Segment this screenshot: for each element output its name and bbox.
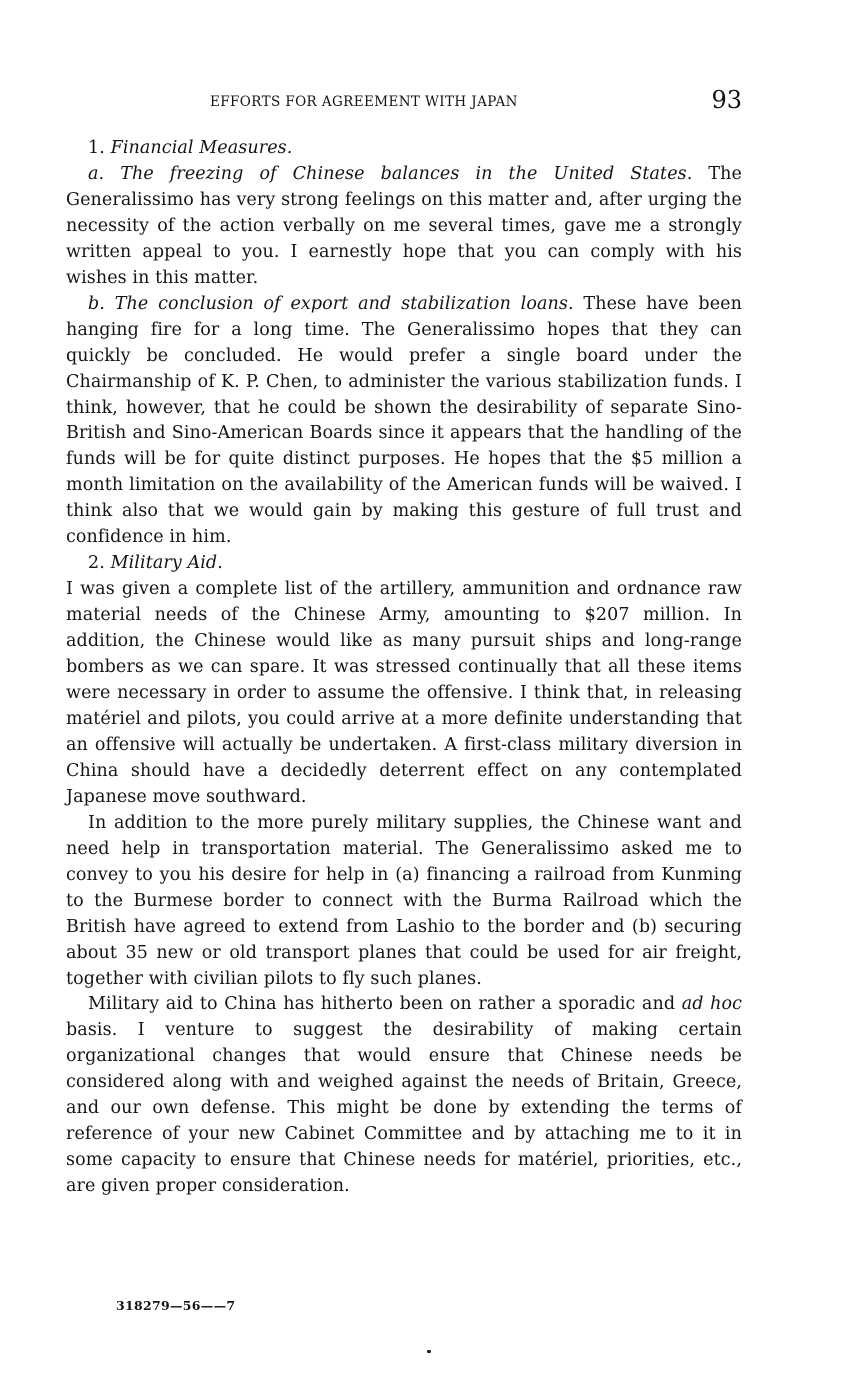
- running-title: EFFORTS FOR AGREEMENT WITH JAPAN: [210, 94, 518, 110]
- paragraph-text-start: Military aid to China has hitherto been on rather a sporadic and: [88, 994, 682, 1015]
- item-text: These have been hanging fire for a long time. The Generalissimo hopes that they can quickly be concluded. He would prefer a single board under the Chairmanship of K. P. Chen, to administer the various stabilization funds. I think, however, that he could be shown the desirability of separate Sino-British and Sino-American Boards since it appears that the handling of the funds will be for quite distinct purposes. He hopes that the $5 million a month limitation on the availability of the American funds will be waived. I think also that we would gain by making this gesture of full trust and confidence in him.: [66, 293, 742, 548]
- section-number: 1.: [88, 138, 105, 158]
- section-title: Financial Measures.: [110, 138, 293, 158]
- body-text: [66, 136, 742, 1200]
- scan-speck: [427, 1350, 431, 1353]
- section-number: 2.: [88, 553, 105, 574]
- paragraph-text-rest: basis. I venture to suggest the desirability of making certain organizational changes that would ensure that Chinese needs be considered along with and weighed against the needs of Britain, Greece, and our own defense. This might be done by extending the terms of reference of your new Cabinet Committee and by attaching me to it in some capacity to ensure that Chinese needs for matériel, priorities, etc., are given proper consideration.: [66, 1020, 742, 1197]
- item-label: a. The freezing of Chinese balances in the United States.: [88, 163, 693, 184]
- paragraph-financial-a: [66, 162, 742, 292]
- item-text: The Generalissimo has very strong feelings on this matter and, after urging the necessity of the action verbally on me several times, gave me a strongly written appeal to you. I earnestly hope that you can comply with his wishes in this matter.: [66, 163, 742, 288]
- paragraph-military-1: I was given a complete list of the artillery, ammunition and ordnance raw material needs of the Chinese Army, amounting to $207 million. In addition, the Chinese would like as many pursuit ships and long-range bombers as we can spare. It was stressed continually that all these items were necessary in order to assume the offensive. I think that, in releasing matériel and pilots, you could arrive at a more definite understanding that an offensive will actually be undertaken. A first-class military diversion in China should have a decidedly deterrent effect on any contemplated Japanese move southward.: [66, 579, 742, 807]
- page-number: 93: [711, 86, 742, 114]
- paragraph-military-2: In addition to the more purely military supplies, the Chinese want and need help in transportation material. The Generalissimo asked me to convey to you his desire for help in (a) financing a railroad from Kunming to the Burmese border to connect with the Burma Railroad which the British have agreed to extend from Lashio to the border and (b) securing about 35 new or old transport planes that could be used for air freight, together with civilian pilots to fly such planes.: [66, 812, 742, 989]
- section-heading-military: [66, 551, 742, 577]
- section-heading-financial: [66, 136, 742, 162]
- paragraph-financial-b: [66, 292, 742, 552]
- paragraph-military-3: [66, 992, 742, 1200]
- item-label: b. The conclusion of export and stabilization loans.: [88, 293, 574, 314]
- section-title: Military Aid.: [110, 553, 223, 574]
- running-header: [66, 86, 742, 116]
- printer-signature-code: 318279—56——7: [116, 1298, 236, 1313]
- paragraph-text-italic: ad hoc: [681, 994, 742, 1015]
